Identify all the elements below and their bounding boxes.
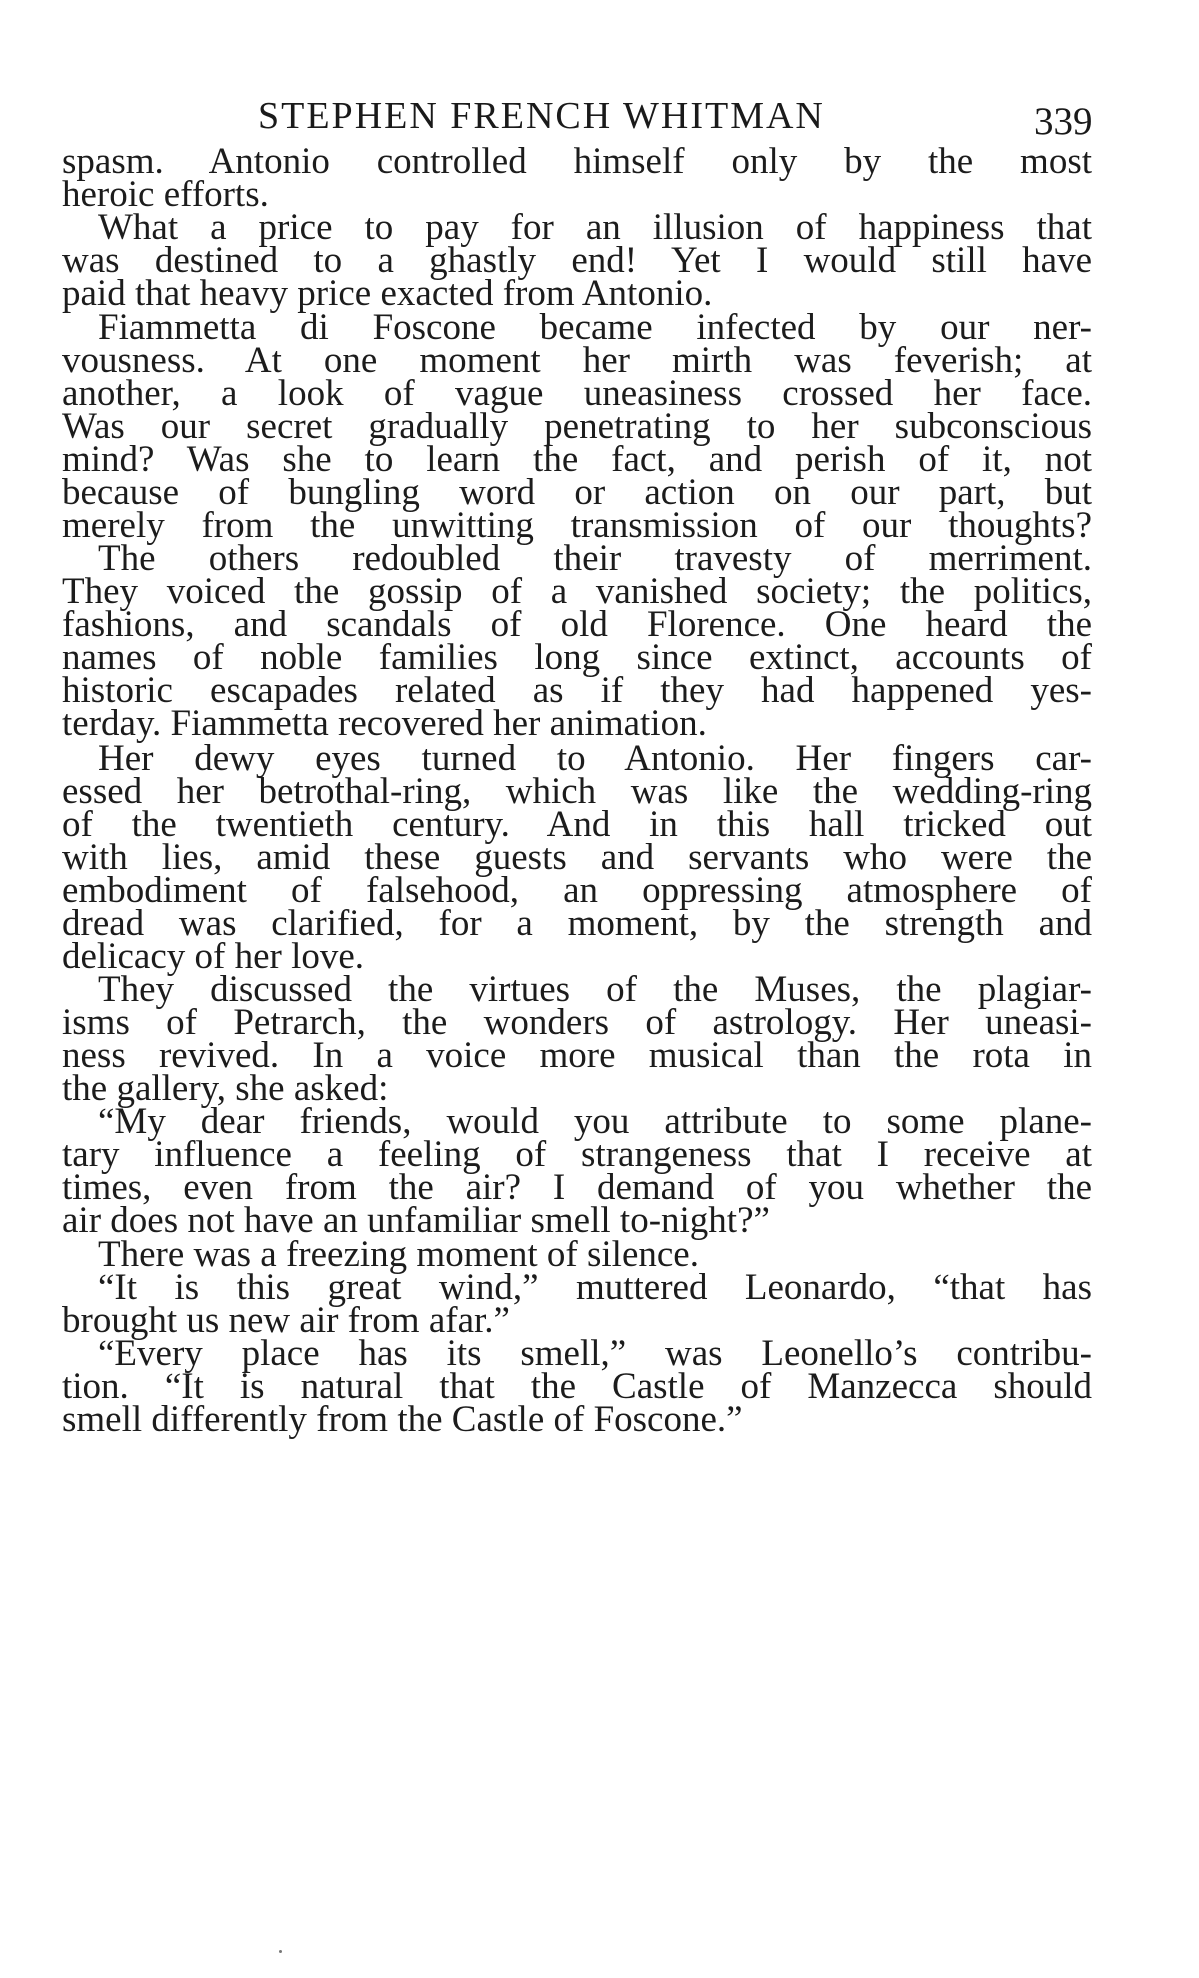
text-line: times, even from the air? I demand of you whether the [62, 1167, 1092, 1208]
text-line: historic escapades related as if they had happened yes- [62, 670, 1092, 711]
text-line: isms of Petrarch, the wonders of astrology. Her uneasi- [62, 1002, 1092, 1043]
text-line: Was our secret gradually penetrating to her subconscious [62, 406, 1092, 447]
running-head-title: STEPHEN FRENCH WHITMAN [258, 95, 825, 137]
text-line: heroic efforts. [62, 174, 269, 215]
text-line: tion. “It is natural that the Castle of Manzecca should [62, 1366, 1092, 1407]
text-line: mind? Was she to learn the fact, and perish of it, not [62, 439, 1092, 480]
text-line: the gallery, she asked: [62, 1068, 389, 1109]
text-line: They discussed the virtues of the Muses, the plagiar- [98, 969, 1092, 1010]
text-line: ness revived. In a voice more musical than the rota in [62, 1035, 1092, 1076]
text-line: They voiced the gossip of a vanished society; the politics, [62, 571, 1092, 612]
text-line: spasm. Antonio controlled himself only by the most [62, 141, 1092, 182]
text-line: embodiment of falsehood, an oppressing atmosphere of [62, 870, 1092, 911]
text-line: smell differently from the Castle of Foscone.” [62, 1399, 743, 1440]
text-line: tary influence a feeling of strangeness that I receive at [62, 1134, 1092, 1175]
text-line: because of bungling word or action on our part, but [62, 472, 1092, 513]
text-line: “It is this great wind,” muttered Leonardo, “that has [98, 1267, 1092, 1308]
text-line: with lies, amid these guests and servants who were the [62, 837, 1092, 878]
page-number: 339 [1034, 100, 1093, 143]
text-line: delicacy of her love. [62, 936, 365, 977]
text-line: merely from the unwitting transmission of our thoughts? [62, 505, 1092, 546]
text-line: vousness. At one moment her mirth was feverish; at [62, 340, 1092, 381]
text-line: paid that heavy price exacted from Antonio. [62, 273, 713, 314]
text-line: brought us new air from afar.” [62, 1300, 510, 1341]
text-line: terday. Fiammetta recovered her animation. [62, 703, 707, 744]
text-line: essed her betrothal-ring, which was like the wedding-ring [62, 771, 1092, 812]
text-line: names of noble families long since extinct, accounts of [62, 637, 1092, 678]
text-line: of the twentieth century. And in this hall tricked out [62, 804, 1092, 845]
text-line: was destined to a ghastly end! Yet I would still have [62, 240, 1092, 281]
text-line: Her dewy eyes turned to Antonio. Her fingers car- [98, 738, 1092, 779]
text-line: another, a look of vague uneasiness crossed her face. [62, 373, 1092, 414]
print-speck [279, 1950, 282, 1953]
text-line: “Every place has its smell,” was Leonello’s contribu- [98, 1333, 1092, 1374]
text-line: The others redoubled their travesty of merriment. [98, 538, 1092, 579]
text-line: There was a freezing moment of silence. [98, 1234, 699, 1275]
text-line: What a price to pay for an illusion of happiness that [98, 207, 1092, 248]
text-line: fashions, and scandals of old Florence. One heard the [62, 604, 1092, 645]
text-line: air does not have an unfamiliar smell to-night?” [62, 1200, 770, 1241]
text-line: Fiammetta di Foscone became infected by our ner- [98, 307, 1092, 348]
text-line: “My dear friends, would you attribute to some plane- [98, 1101, 1092, 1142]
text-line: dread was clarified, for a moment, by the strength and [62, 903, 1092, 944]
